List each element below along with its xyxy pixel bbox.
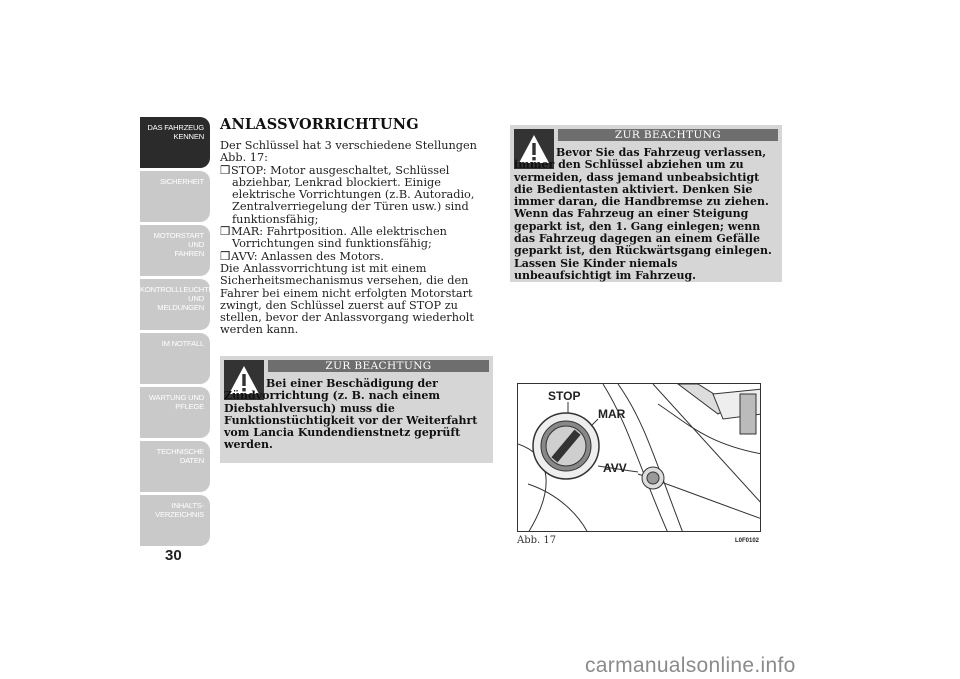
ignition-switch-figure [517,383,761,532]
warning-box-right [510,125,782,282]
tab-label-line1: TECHNISCHE [156,447,204,456]
tab-label-line1: WARTUNG UND [148,393,204,402]
tab-inhaltsverzeichnis[interactable] [140,495,210,546]
tab-label-line2: FAHREN [174,249,204,258]
checkbox-glyph-icon: ❒ [220,249,231,263]
main-text-column [220,116,495,337]
bullet-text: MAR: Fahrtposition. Alle elektrischen Vorrichtungen sind funktionsfähig; [231,225,447,251]
avv-label: AVV [603,461,627,475]
bullet-mar [220,226,495,251]
tab-das-fahrzeug-kennen[interactable] [140,117,210,168]
tab-label-line1: SICHERHEIT [160,177,204,186]
tab-label-line1: MOTORSTART UND [153,231,204,249]
tab-wartung-und-pflege[interactable] [140,387,210,438]
bullet-text: AVV: Anlassen des Motors. [231,249,384,263]
figure-caption: Abb. 17 [517,535,557,546]
checkbox-glyph-icon: ❒ [220,163,231,177]
stop-label: STOP [548,389,581,403]
warning-text: Bevor Sie das Fahrzeug verlassen, immer den Schlüssel abziehen um zu vermeiden, dass jemand unbeabsichtigt die Bedientasten aktiviert. Denken Sie immer daran, die Handbremse zu ziehen. Wenn das Fahrzeug an einer Steigung geparkt ist, den 1. Gang einlegen; wenn das Fahrzeug dagegen an einem Gefälle geparkt ist, den Rückwärtsgang einlegen. Lassen Sie Kinder niemals unbeaufsichtigt im Fahrzeug. [514,146,772,282]
tab-label-line2: KENNEN [173,132,204,141]
tab-label-line1: INHALTS- [171,501,204,510]
tab-label-line1: DAS FAHRZEUG [147,123,204,132]
page-number: 30 [165,547,182,564]
tab-technische-daten[interactable] [140,441,210,492]
tab-label-line2: DATEN [179,456,204,465]
tab-label-line1: KONTROLLLEUCHTEN [140,285,219,294]
tab-label-line2: UND MELDUNGEN [157,294,204,312]
mar-label: MAR [598,407,626,421]
tab-motorstart-und-fahren[interactable] [140,225,210,276]
figure-code: L0F0102 [735,538,760,544]
tab-sicherheit[interactable] [140,171,210,222]
tab-label-line2: PFLEGE [175,402,204,411]
section-heading: ANLASSVORRICHTUNG [220,116,419,133]
safety-mechanism-text: Die Anlassvorrichtung ist mit einem Sicherheitsmechanismus versehen, die den Fahrer bei einem nicht erfolgten Motorstart zwingt, den Schlüssel zuerst auf STOP zu stellen, bevor der Anlassvorgang wiederholt werden kann. [220,261,474,337]
warning-title: ZUR BEACHTUNG [558,129,778,141]
tab-kontrollleuchten-und-meldungen[interactable] [140,279,219,330]
bullet-stop [220,165,495,226]
tab-label-line2: VERZEICHNIS [155,510,204,519]
watermark: carmanualsonline.info [585,654,796,677]
warning-title: ZUR BEACHTUNG [268,360,489,372]
tab-label-line1: IM NOTFALL [161,339,204,348]
checkbox-glyph-icon: ❒ [220,225,231,239]
warning-text: Bei einer Beschädigung der Zündvorrichtung (z. B. nach einem Diebstahlversuch) muss die Funktionstüchtigkeit vor der Weiterfahrt vom Lancia Kundendienstnetz geprüft werden. [224,377,478,452]
warning-box-left [220,356,493,463]
intro-text: Der Schlüssel hat 3 verschiedene Stellungen Abb. 17: [220,139,477,165]
bullet-text: STOP: Motor ausgeschaltet, Schlüssel abziehbar, Lenkrad blockiert. Einige elektrische Vorrichtungen (z.B. Autoradio, Zentralverriegelung der Türen usw.) sind funktionsfähig; [231,163,475,226]
ignition-switch-illustration [518,384,761,532]
tab-im-notfall[interactable] [140,333,210,384]
